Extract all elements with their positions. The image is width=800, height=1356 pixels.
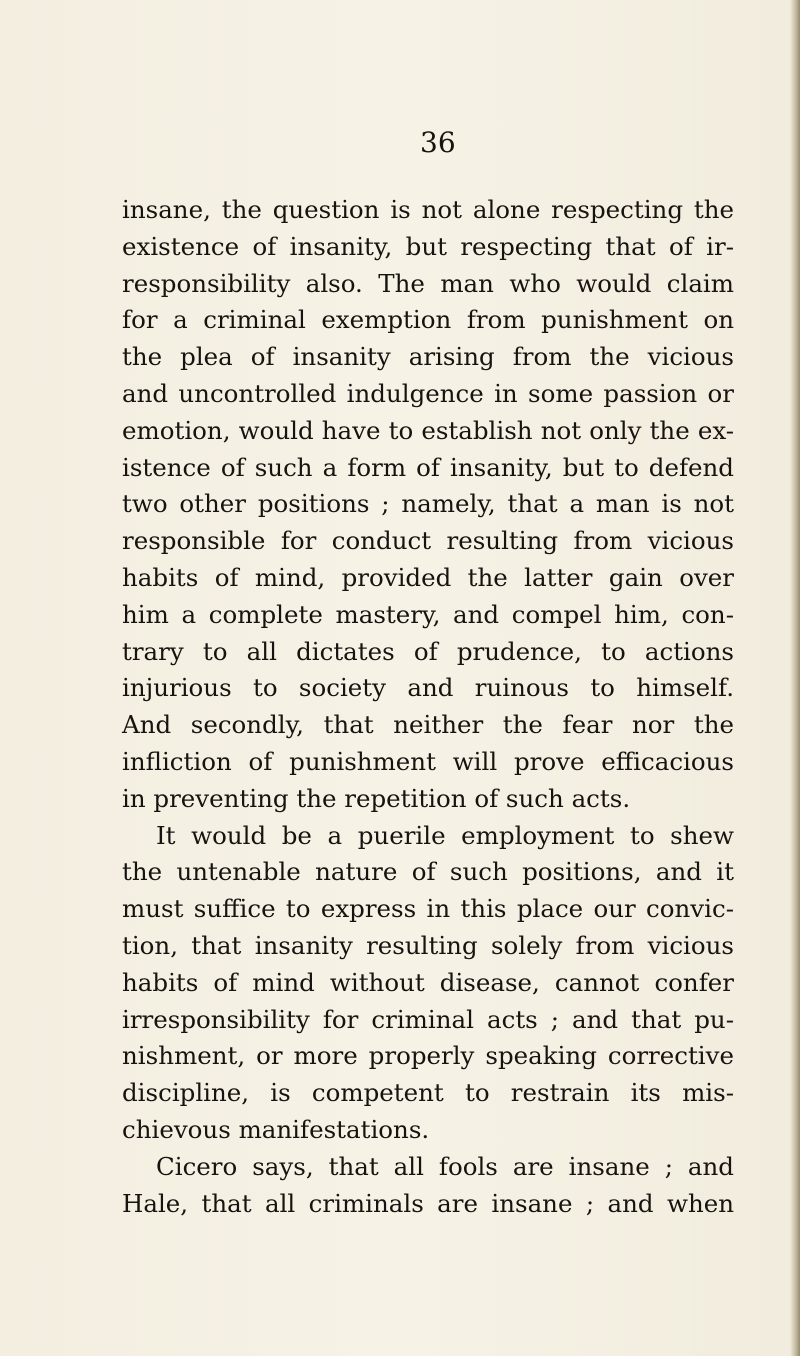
text-line: and uncontrolled indulgence in some passion or — [122, 378, 734, 408]
text-line: the plea of insanity arising from the vicious — [122, 342, 734, 372]
text-line: the untenable nature of such positions, and it — [122, 857, 734, 887]
paragraph-first-line: Cicero says, that all fools are insane ; and — [156, 1151, 734, 1181]
text-line: And secondly, that neither the fear nor the — [122, 710, 734, 740]
text-line: responsible for conduct resulting from vicious — [122, 526, 734, 556]
text-line: responsibility also. The man who would claim — [122, 268, 734, 298]
text-line: Hale, that all criminals are insane ; and when — [122, 1188, 734, 1218]
text-line: for a criminal exemption from punishment on — [122, 305, 734, 335]
paragraph-first-line: It would be a puerile employment to shew — [156, 820, 734, 850]
text-line: istence of such a form of insanity, but to defend — [122, 452, 734, 482]
text-line: existence of insanity, but respecting that of ir- — [122, 231, 734, 261]
text-line: trary to all dictates of prudence, to actions — [122, 636, 734, 666]
text-line: must suffice to express in this place our convic- — [122, 894, 734, 924]
text-line: two other positions ; namely, that a man is not — [122, 489, 734, 519]
text-line: injurious to society and ruinous to himself. — [122, 673, 734, 703]
text-line: emotion, would have to establish not only the ex- — [122, 415, 734, 445]
text-line: insane, the question is not alone respecting the — [122, 195, 734, 224]
text-line: habits of mind, provided the latter gain over — [122, 562, 734, 592]
text-line: habits of mind without disease, cannot confer — [122, 967, 734, 997]
text-line: nishment, or more properly speaking corrective — [122, 1041, 734, 1071]
page-number: 36 — [420, 126, 456, 159]
text-line: him a complete mastery, and compel him, con- — [122, 599, 734, 629]
text-line: chievous manifestations. — [122, 1114, 430, 1144]
text-line: infliction of punishment will prove efficacious — [122, 746, 734, 776]
text-line: discipline, is competent to restrain its mis- — [122, 1078, 734, 1108]
text-line: in preventing the repetition of such acts. — [122, 783, 631, 813]
text-line: tion, that insanity resulting solely from vicious — [122, 930, 734, 960]
body-text — [122, 192, 734, 1222]
page-edge-shadow — [790, 0, 800, 1356]
text-line: irresponsibility for criminal acts ; and that pu- — [122, 1004, 734, 1034]
